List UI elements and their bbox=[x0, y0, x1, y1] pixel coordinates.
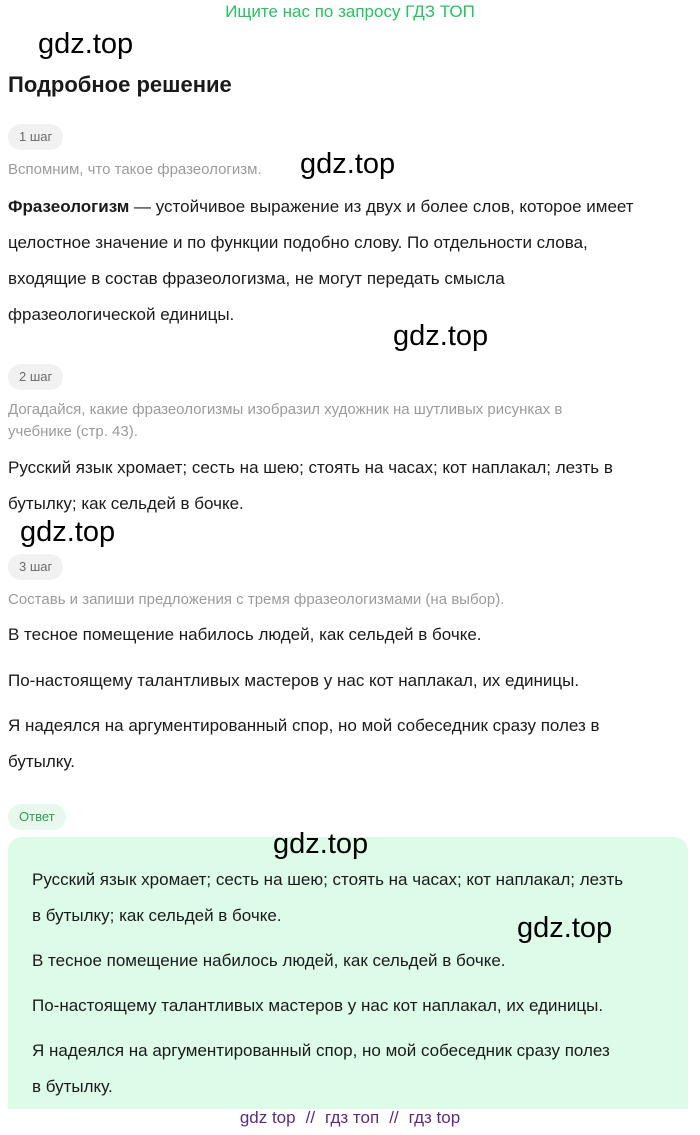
step-3-hint: Составь и запиши предложения с тремя фразеологизмами (на выбор). bbox=[8, 591, 505, 608]
definition-line-1 bbox=[8, 189, 698, 225]
step-3-badge: 3 шаг bbox=[8, 554, 63, 580]
answer-text-3: По-настоящему талантливых мастеров у нас кот наплакал, их единицы. bbox=[32, 996, 604, 1015]
step-1-definition bbox=[8, 189, 698, 333]
step-3-sentence-3-line-2: бутылку. bbox=[8, 752, 75, 771]
definition-text: — устойчивое выражение из двух и более слов, которое имеет bbox=[129, 197, 634, 216]
answer-line-5: Я надеялся на аргументированный спор, но мой собеседник сразу полез bbox=[32, 1041, 610, 1060]
step-3-sentence-1: В тесное помещение набилось людей, как сельдей в бочке. bbox=[8, 625, 482, 644]
footer-link-gdz-top-ru[interactable]: гдз топ bbox=[325, 1108, 380, 1127]
answer-text-2: В тесное помещение набилось людей, как сельдей в бочке. bbox=[32, 951, 506, 970]
footer-link-gdz-top[interactable]: gdz top bbox=[239, 1108, 296, 1127]
footer-link-gdz-top-mixed[interactable]: гдз top bbox=[408, 1108, 461, 1127]
definition-line-2: целостное значение и по функции подобно слову. По отдельности слова, bbox=[8, 233, 588, 252]
footer-links bbox=[0, 1108, 700, 1128]
term-bold: Фразеологизм bbox=[8, 197, 130, 216]
footer-separator: // bbox=[305, 1108, 316, 1127]
step-3-sentence-3-line-1: Я надеялся на аргументированный спор, но мой собеседник сразу полез в bbox=[8, 716, 600, 735]
step-3-sentence-3 bbox=[8, 708, 698, 780]
step-1-hint: Вспомним, что такое фразеологизм. bbox=[8, 161, 262, 178]
definition-line-4: фразеологической единицы. bbox=[8, 305, 235, 324]
step-3-sentence-2: По-настоящему талантливых мастеров у нас кот наплакал, их единицы. bbox=[8, 671, 580, 690]
page-title: Подробное решение bbox=[8, 72, 232, 97]
step-1-badge: 1 шаг bbox=[8, 124, 63, 150]
footer-separator: // bbox=[389, 1108, 399, 1127]
answer-line-6: в бутылку. bbox=[32, 1077, 113, 1096]
step-2-hint bbox=[8, 399, 688, 443]
answer-badge: Ответ bbox=[8, 804, 66, 830]
step-2-line-2: бутылку; как сельдей в бочке. bbox=[8, 494, 244, 513]
watermark: gdz.top bbox=[273, 828, 369, 860]
step-2-badge: 2 шаг bbox=[8, 364, 63, 390]
step-2-line-1: Русский язык хромает; сесть на шею; стоять на часах; кот наплакал; лезть в bbox=[8, 458, 613, 477]
answer-line-2: в бутылку; как сельдей в бочке. bbox=[32, 906, 282, 925]
watermark: gdz.top bbox=[393, 320, 489, 352]
step-2-hint-line-1: Догадайся, какие фразеологизмы изобразил художник на шутливых рисунках в bbox=[8, 401, 563, 418]
answer-text-4 bbox=[32, 1033, 692, 1105]
answer-line-1: Русский язык хромает; сесть на шею; стоять на часах; кот наплакал; лезть bbox=[32, 870, 624, 889]
watermark: gdz.top bbox=[38, 28, 134, 60]
watermark: gdz.top bbox=[300, 148, 396, 180]
search-banner: Ищите нас по запросу ГДЗ ТОП bbox=[225, 2, 475, 21]
definition-line-3: входящие в состав фразеологизма, не могут передать смысла bbox=[8, 269, 505, 288]
step-2-hint-line-2: учебнике (стр. 43). bbox=[8, 423, 138, 440]
watermark: gdz.top bbox=[20, 516, 116, 548]
step-2-answer bbox=[8, 450, 698, 522]
watermark: gdz.top bbox=[517, 912, 613, 944]
